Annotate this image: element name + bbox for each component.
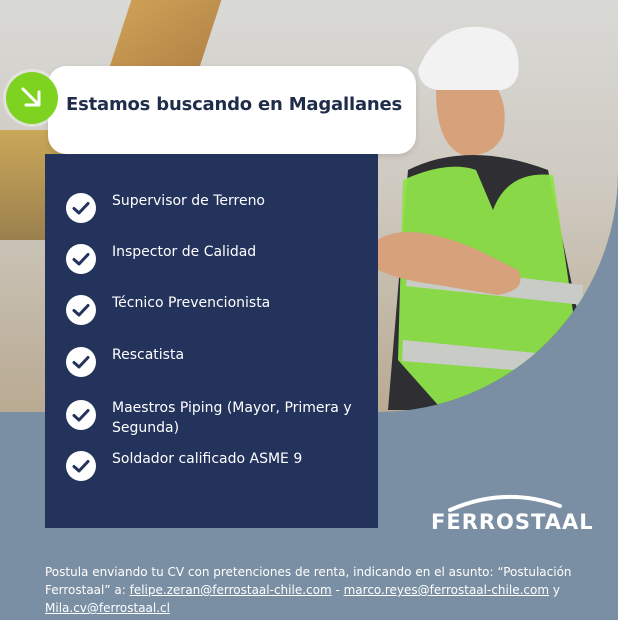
position-label: Maestros Piping (Mayor, Primera y Segunda) bbox=[112, 400, 352, 436]
position-label: Técnico Prevencionista bbox=[112, 295, 271, 311]
list-item bbox=[64, 398, 367, 438]
separator-text: - bbox=[331, 583, 344, 597]
check-badge-icon bbox=[64, 449, 98, 483]
position-label: Inspector de Calidad bbox=[112, 244, 257, 260]
arrow-badge bbox=[6, 72, 58, 124]
helmet-shape bbox=[418, 27, 519, 90]
list-item bbox=[64, 242, 256, 276]
list-item bbox=[64, 293, 270, 327]
and-text: y bbox=[549, 583, 560, 597]
list-item bbox=[64, 449, 302, 483]
footer-text: Postula enviando tu CV con pretenciones de renta, indicando en el asunto: “Postulación Ferrostaal” a: bbox=[45, 565, 572, 597]
check-badge-icon bbox=[64, 242, 98, 276]
list-item bbox=[64, 345, 184, 379]
position-label: Soldador calificado ASME 9 bbox=[112, 451, 303, 467]
page-title: Estamos buscando en Magallanes bbox=[66, 94, 403, 115]
face-shape bbox=[436, 90, 505, 155]
email-link-marco[interactable]: marco.reyes@ferrostaal-chile.com bbox=[343, 583, 550, 597]
position-label: Supervisor de Terreno bbox=[112, 193, 266, 209]
check-badge-icon bbox=[64, 345, 98, 379]
brand-logo-text: FERROSTAAL bbox=[431, 510, 594, 534]
email-link-felipe[interactable]: felipe.zeran@ferrostaal-chile.com bbox=[129, 583, 332, 597]
list-item bbox=[64, 191, 265, 225]
arrow-down-right-icon bbox=[6, 72, 58, 124]
check-badge-icon bbox=[64, 398, 98, 432]
application-instructions bbox=[45, 563, 600, 617]
email-link-mila[interactable]: Mila.cv@ferrostaal.cl bbox=[45, 601, 170, 615]
check-badge-icon bbox=[64, 191, 98, 225]
position-label: Rescatista bbox=[112, 347, 185, 363]
check-badge-icon bbox=[64, 293, 98, 327]
